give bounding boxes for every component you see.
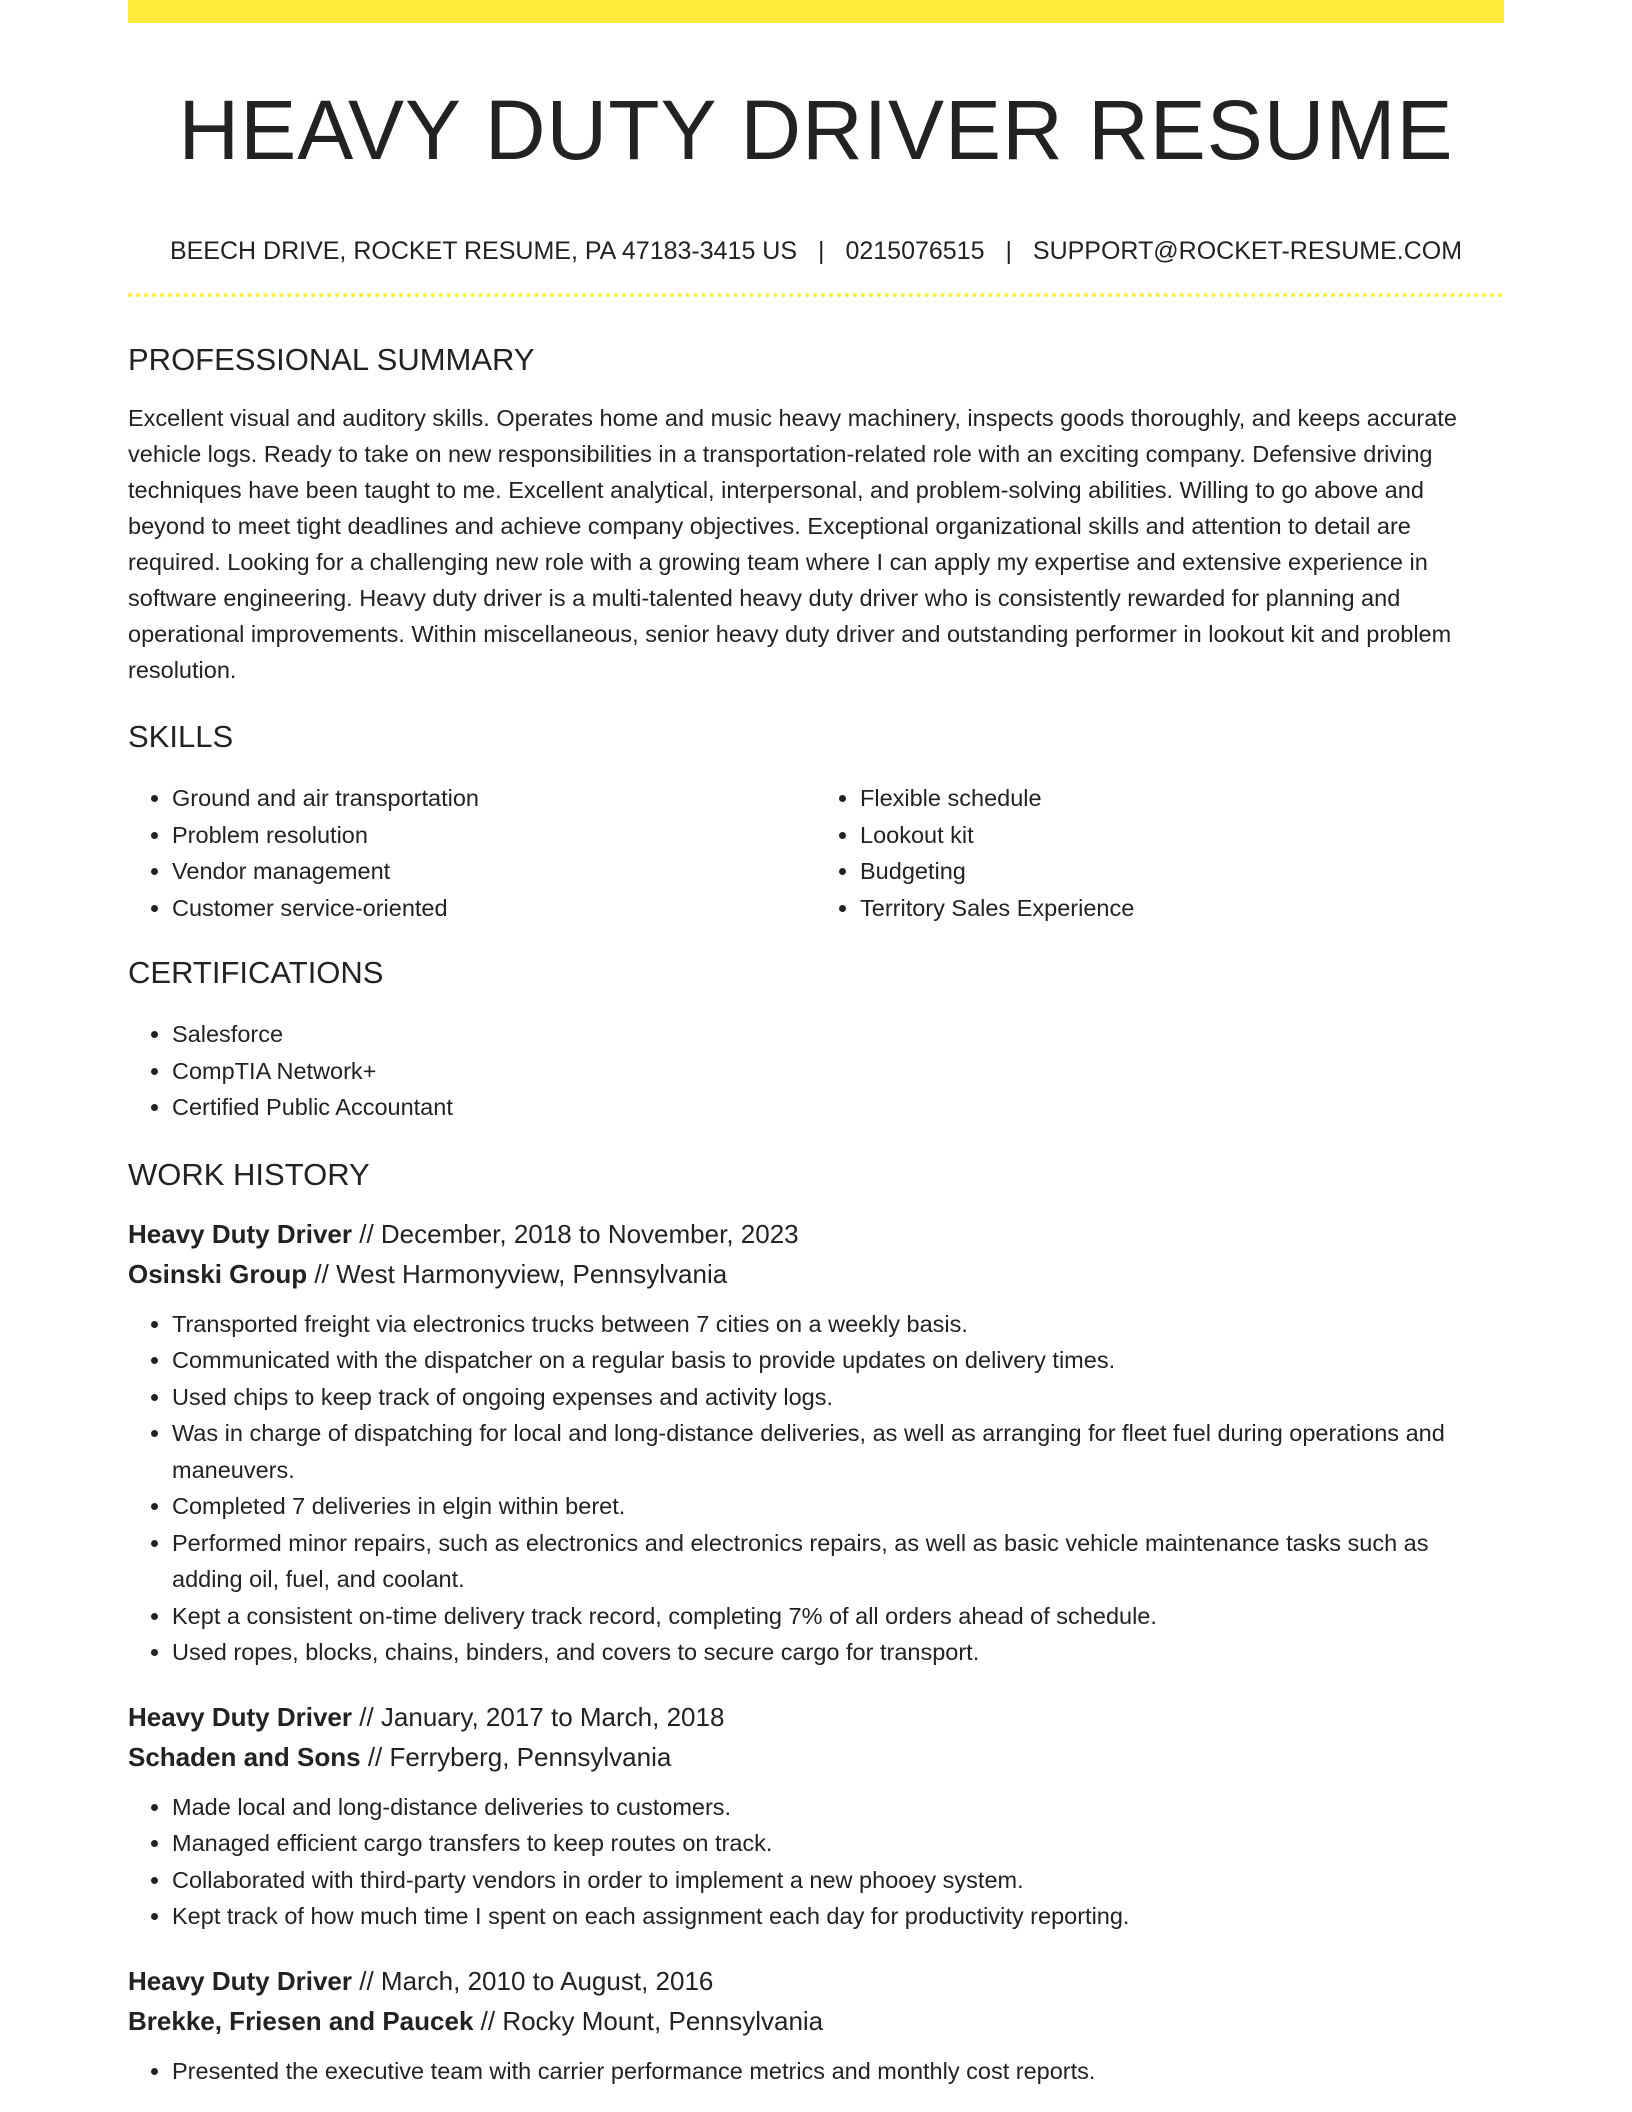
job-company: Schaden and Sons (128, 1741, 361, 1772)
job-entry (128, 1697, 1504, 1935)
skill-item: • Vendor management (172, 853, 816, 890)
summary-heading: PROFESSIONAL SUMMARY (128, 342, 535, 377)
job-duty: • Used chips to keep track of ongoing expenses and activity logs. (172, 1379, 1504, 1416)
contact-separator: | (1005, 237, 1012, 265)
job-company-line (128, 1254, 1504, 1294)
summary-text: Excellent visual and auditory skills. Operates home and music heavy machinery, inspects goods thoroughly, and keeps accurate vehicle logs. Ready to take on new responsibilities in a transportation-related role with an exciting company. Defensive driving techniques have been taught to me. Excellent analytical, interpersonal, and problem-solving abilities. Willing to go above and beyond to meet tight deadlines and achieve company objectives. Exceptional organizational skills and attention to detail are required. Looking for a challenging new role with a growing team where I can apply my expertise and extensive experience in software engineering. Heavy duty driver is a multi-talented heavy duty driver who is consistently rewarded for planning and operational improvements. Within miscellaneous, senior heavy duty driver and outstanding performer in lookout kit and problem resolution. (128, 405, 1457, 683)
job-dates: December, 2018 to November, 2023 (380, 1218, 799, 1249)
skill-item: • Problem resolution (172, 817, 816, 854)
job-duty: • Performed minor repairs, such as electronics and electronics repairs, as well as basic vehicle maintenance tasks such as adding oil, fuel, and coolant. (172, 1525, 1504, 1598)
job-location: Ferryberg, Pennsylvania (389, 1741, 672, 1772)
job-company: Brekke, Friesen and Paucek (128, 2005, 474, 2036)
job-duty: • Made local and long-distance deliveries to customers. (172, 1789, 1504, 1826)
skill-item: • Lookout kit (860, 817, 1504, 854)
skills-list-left (128, 780, 816, 926)
certifications-heading: CERTIFICATIONS (128, 955, 384, 990)
certification-item: • Salesforce (172, 1016, 1504, 1053)
contact-line (128, 236, 1504, 266)
job-dates: March, 2010 to August, 2016 (380, 1965, 714, 1996)
job-location: Rocky Mount, Pennsylvania (502, 2005, 824, 2036)
job-separator: // (352, 1218, 381, 1249)
work-history-heading: WORK HISTORY (128, 1156, 370, 1192)
job-duty: • Transported freight via electronics trucks between 7 cities on a weekly basis. (172, 1306, 1504, 1343)
skills-list-right (816, 780, 1504, 926)
certification-item: • CompTIA Network+ (172, 1053, 1504, 1090)
skill-item: • Ground and air transportation (172, 780, 816, 817)
job-company-line (128, 1737, 1504, 1777)
resume-title: HEAVY DUTY DRIVER RESUME (178, 83, 1454, 177)
job-role: Heavy Duty Driver (128, 1218, 352, 1249)
skill-item: • Budgeting (860, 853, 1504, 890)
job-duty: • Used ropes, blocks, chains, binders, and covers to secure cargo for transport. (172, 1634, 1504, 1671)
job-duty: • Kept a consistent on-time delivery track record, completing 7% of all orders ahead of schedule. (172, 1598, 1504, 1635)
contact-phone: 0215076515 (845, 237, 985, 265)
resume-page (128, 0, 1504, 2089)
job-separator: // (352, 1701, 381, 1732)
skill-item: • Flexible schedule (860, 780, 1504, 817)
skill-item: • Customer service-oriented (172, 890, 816, 927)
skills-heading: SKILLS (128, 719, 234, 754)
job-separator: // (307, 1258, 337, 1289)
job-location: West Harmonyview, Pennsylvania (336, 1258, 728, 1289)
job-company: Osinski Group (128, 1258, 308, 1289)
job-role: Heavy Duty Driver (128, 1965, 352, 1996)
certifications-list (128, 1016, 1504, 1126)
job-entry (128, 1961, 1504, 2090)
job-duties-list (128, 1306, 1504, 1671)
contact-email: SUPPORT@ROCKET-RESUME.COM (1032, 237, 1463, 265)
job-entry (128, 1214, 1504, 1671)
job-role-line (128, 1214, 1504, 1254)
top-accent-bar (128, 0, 1504, 23)
job-role: Heavy Duty Driver (128, 1701, 352, 1732)
dotted-divider (128, 293, 1504, 297)
job-separator: // (352, 1965, 381, 1996)
job-duty: • Presented the executive team with carrier performance metrics and monthly cost reports. (172, 2053, 1504, 2090)
certification-item: • Certified Public Accountant (172, 1089, 1504, 1126)
job-duty: • Kept track of how much time I spent on each assignment each day for productivity reporting. (172, 1898, 1504, 1935)
job-duty: • Communicated with the dispatcher on a regular basis to provide updates on delivery times. (172, 1342, 1504, 1379)
job-role-line (128, 1697, 1504, 1737)
job-duty: • Completed 7 deliveries in elgin within beret. (172, 1488, 1504, 1525)
job-separator: // (360, 1741, 390, 1772)
job-duties-list (128, 2053, 1504, 2090)
job-duties-list (128, 1789, 1504, 1935)
job-role-line (128, 1961, 1504, 2001)
job-dates: January, 2017 to March, 2018 (380, 1701, 725, 1732)
skills-columns (128, 780, 1504, 926)
job-company-line (128, 2001, 1504, 2041)
job-duty: • Collaborated with third-party vendors in order to implement a new phooey system. (172, 1862, 1504, 1899)
contact-address: BEECH DRIVE, ROCKET RESUME, PA 47183-3415 US (169, 237, 798, 265)
job-separator: // (473, 2005, 503, 2036)
job-duty: • Was in charge of dispatching for local and long-distance deliveries, as well as arranging for fleet fuel during operations and maneuvers. (172, 1415, 1504, 1488)
skill-item: • Territory Sales Experience (860, 890, 1504, 927)
job-duty: • Managed efficient cargo transfers to keep routes on track. (172, 1825, 1504, 1862)
contact-separator: | (818, 237, 825, 265)
